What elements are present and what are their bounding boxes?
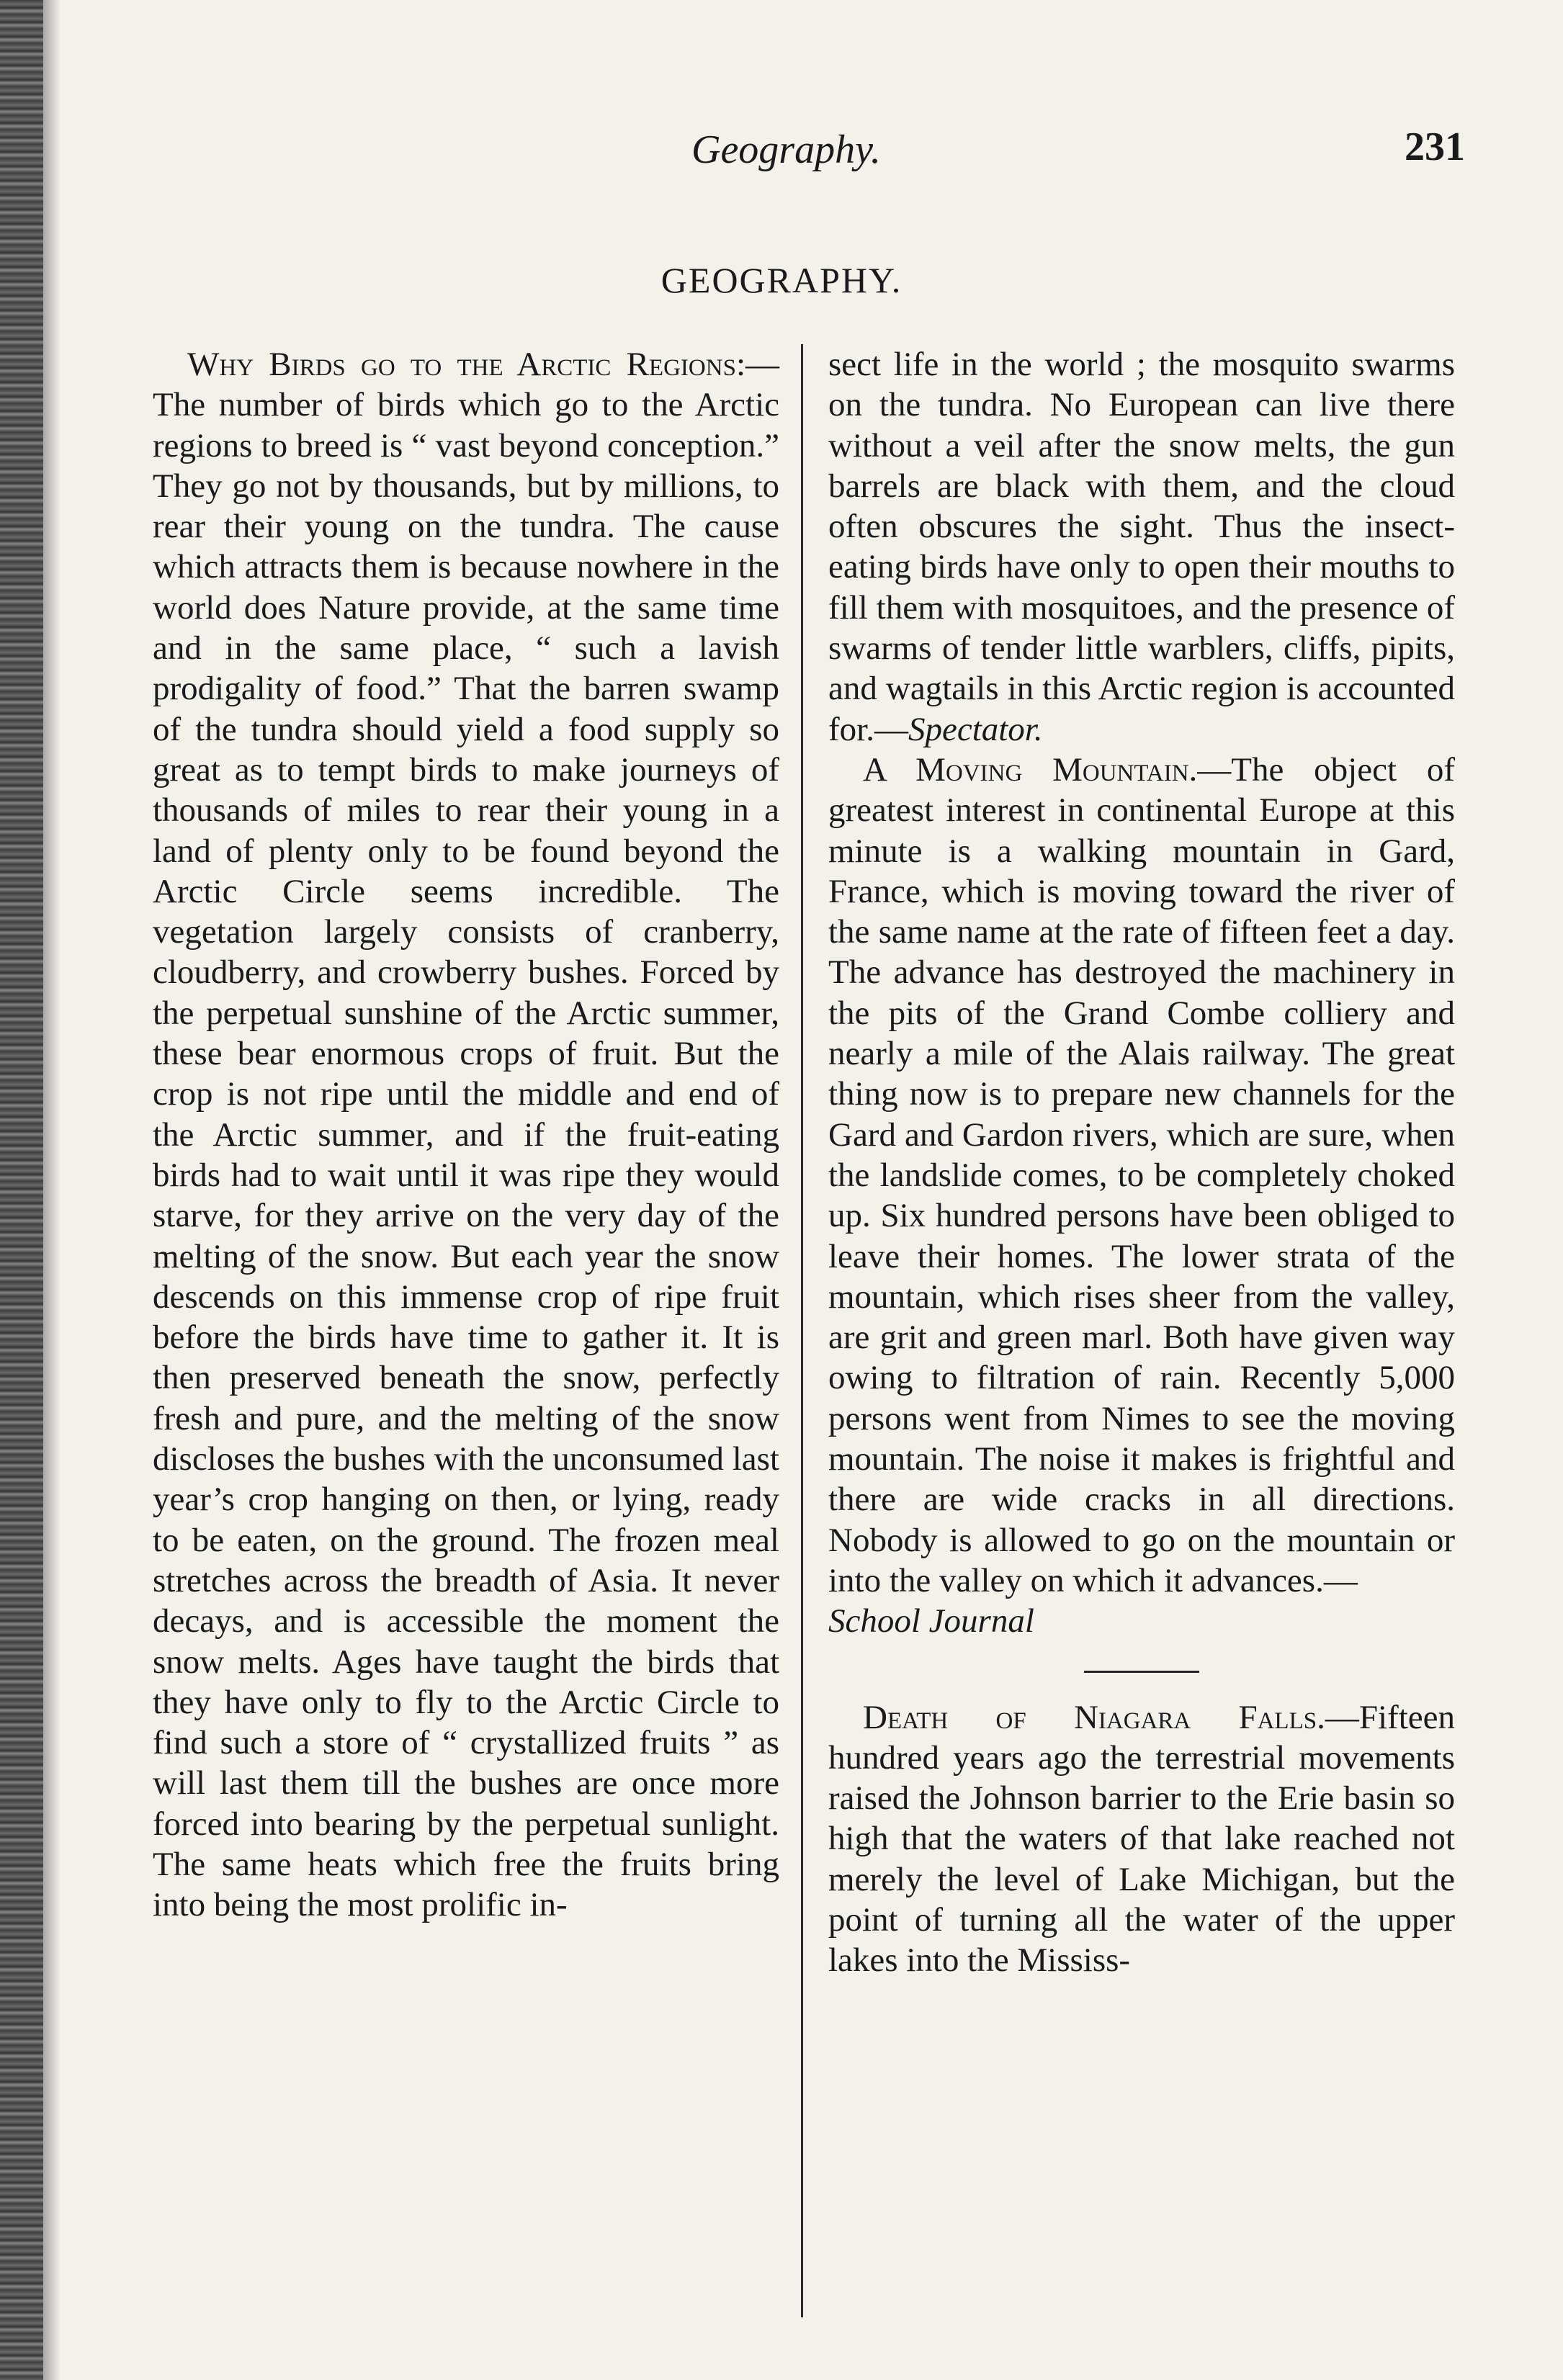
right-column <box>828 344 1455 1981</box>
article-body: .—Fifteen hundred years ago the terrestrial movements raised the Johnson barrier to the Erie basin so high that the waters of that lake reached not merely the level of Lake Michigan, but the point of turning all the water of the upper lakes into the Mississ- <box>828 1698 1455 1980</box>
article-source: Spectator. <box>908 710 1043 748</box>
article-body: :—The number of birds which go to the Arctic regions to breed is “ vast beyond conception.” They go not by thousands, but by millions, to rear their young on the tundra. The cause which attracts them is because nowhere in the world does Nature provide, at the same time and in the same place, “ such a lavish prodigality of food.” That the barren swamp of the tundra should yield a food supply so great as to tempt birds to make journeys of thousands of miles to rear their young in a land of plenty only to be found beyond the Arctic Circle seems incredible. The vegetation largely consists of cranberry, cloudberry, and crowberry bushes. Forced by the perpetual sunshine of the Arctic summer, these bear enormous crops of fruit. But the crop is not ripe until the middle and end of the Arctic summer, and if the fruit-eating birds had to wait until it was ripe they would starve, for they arrive on the very day of the melting of the snow. But each year the snow descends on this immense crop of ripe fruit before the birds have time to gather it. It is then preserved beneath the snow, perfectly fresh and pure, and the melting of the snow discloses the bushes with the unconsumed last year’s crop hanging on then, or lying, ready to be eaten, on the ground. The frozen meal stretches across the breadth of Asia. It never decays, and is accessible the moment the snow melts. Ages have taught the birds that they have only to fly to the Arctic Circle to find such a store of “ crystallized fruits ” as will last them till the bushes are once more forced into bearing by the perpetual sunlight. The same heats which free the fruits bring into being the most prolific in- <box>153 346 779 1924</box>
article-arctic-birds-part2 <box>828 344 1455 750</box>
article-body: .—The object of greatest interest in continental Europe at this minute is a walking mountain in Gard, France, which is moving toward the river of the same name at the rate of fifteen feet a day. The advance has destroyed the machinery in the pits of the Grand Combe colliery and nearly a mile of the Alais railway. The great thing now is to prepare new channels for the Gard and Gardon rivers, which are sure, when the landslide comes, to be completely choked up. Six hundred persons have been obliged to leave their homes. The lower strata of the mountain, which rises sheer from the valley, are grit and green marl. Both have given way owing to filtration of rain. Recently 5,000 persons went from Nimes to see the moving mountain. The noise it makes is frightful and there are wide cracks in all directions. Nobody is allowed to go on the mountain or into the valley on which it advances.— <box>828 750 1455 1599</box>
running-head: Geography. <box>691 127 881 172</box>
section-title: GEOGRAPHY. <box>660 260 903 300</box>
article-niagara-falls <box>828 1697 1455 1981</box>
article-body: sect life in the world ; the mosquito swarms on the tundra. No European can live there without a veil after the snow melts, the gun barrels are black with them, and the cloud often obscures the sight. Thus the insect-eating birds have only to open their mouths to fill them with mosquitoes, and the presence of swarms of tender little warblers, cliffs, pipits, and wagtails in this Arctic region is accounted for.— <box>828 346 1455 748</box>
scan-edge-shadow <box>43 0 61 2380</box>
page-number: 231 <box>1405 125 1465 169</box>
article-title: Why Birds go to the Arctic Regions <box>187 346 736 383</box>
section-divider <box>1084 1671 1199 1673</box>
article-arctic-birds-part1 <box>153 344 779 1926</box>
left-column <box>153 344 779 1926</box>
column-rule <box>801 344 803 2317</box>
scan-edge <box>0 0 43 2380</box>
article-moving-mountain <box>828 750 1455 1642</box>
article-source: School Journal <box>828 1602 1034 1640</box>
article-title: A Moving Mountain <box>863 750 1189 789</box>
article-title: Death of Niagara Falls <box>863 1698 1317 1736</box>
